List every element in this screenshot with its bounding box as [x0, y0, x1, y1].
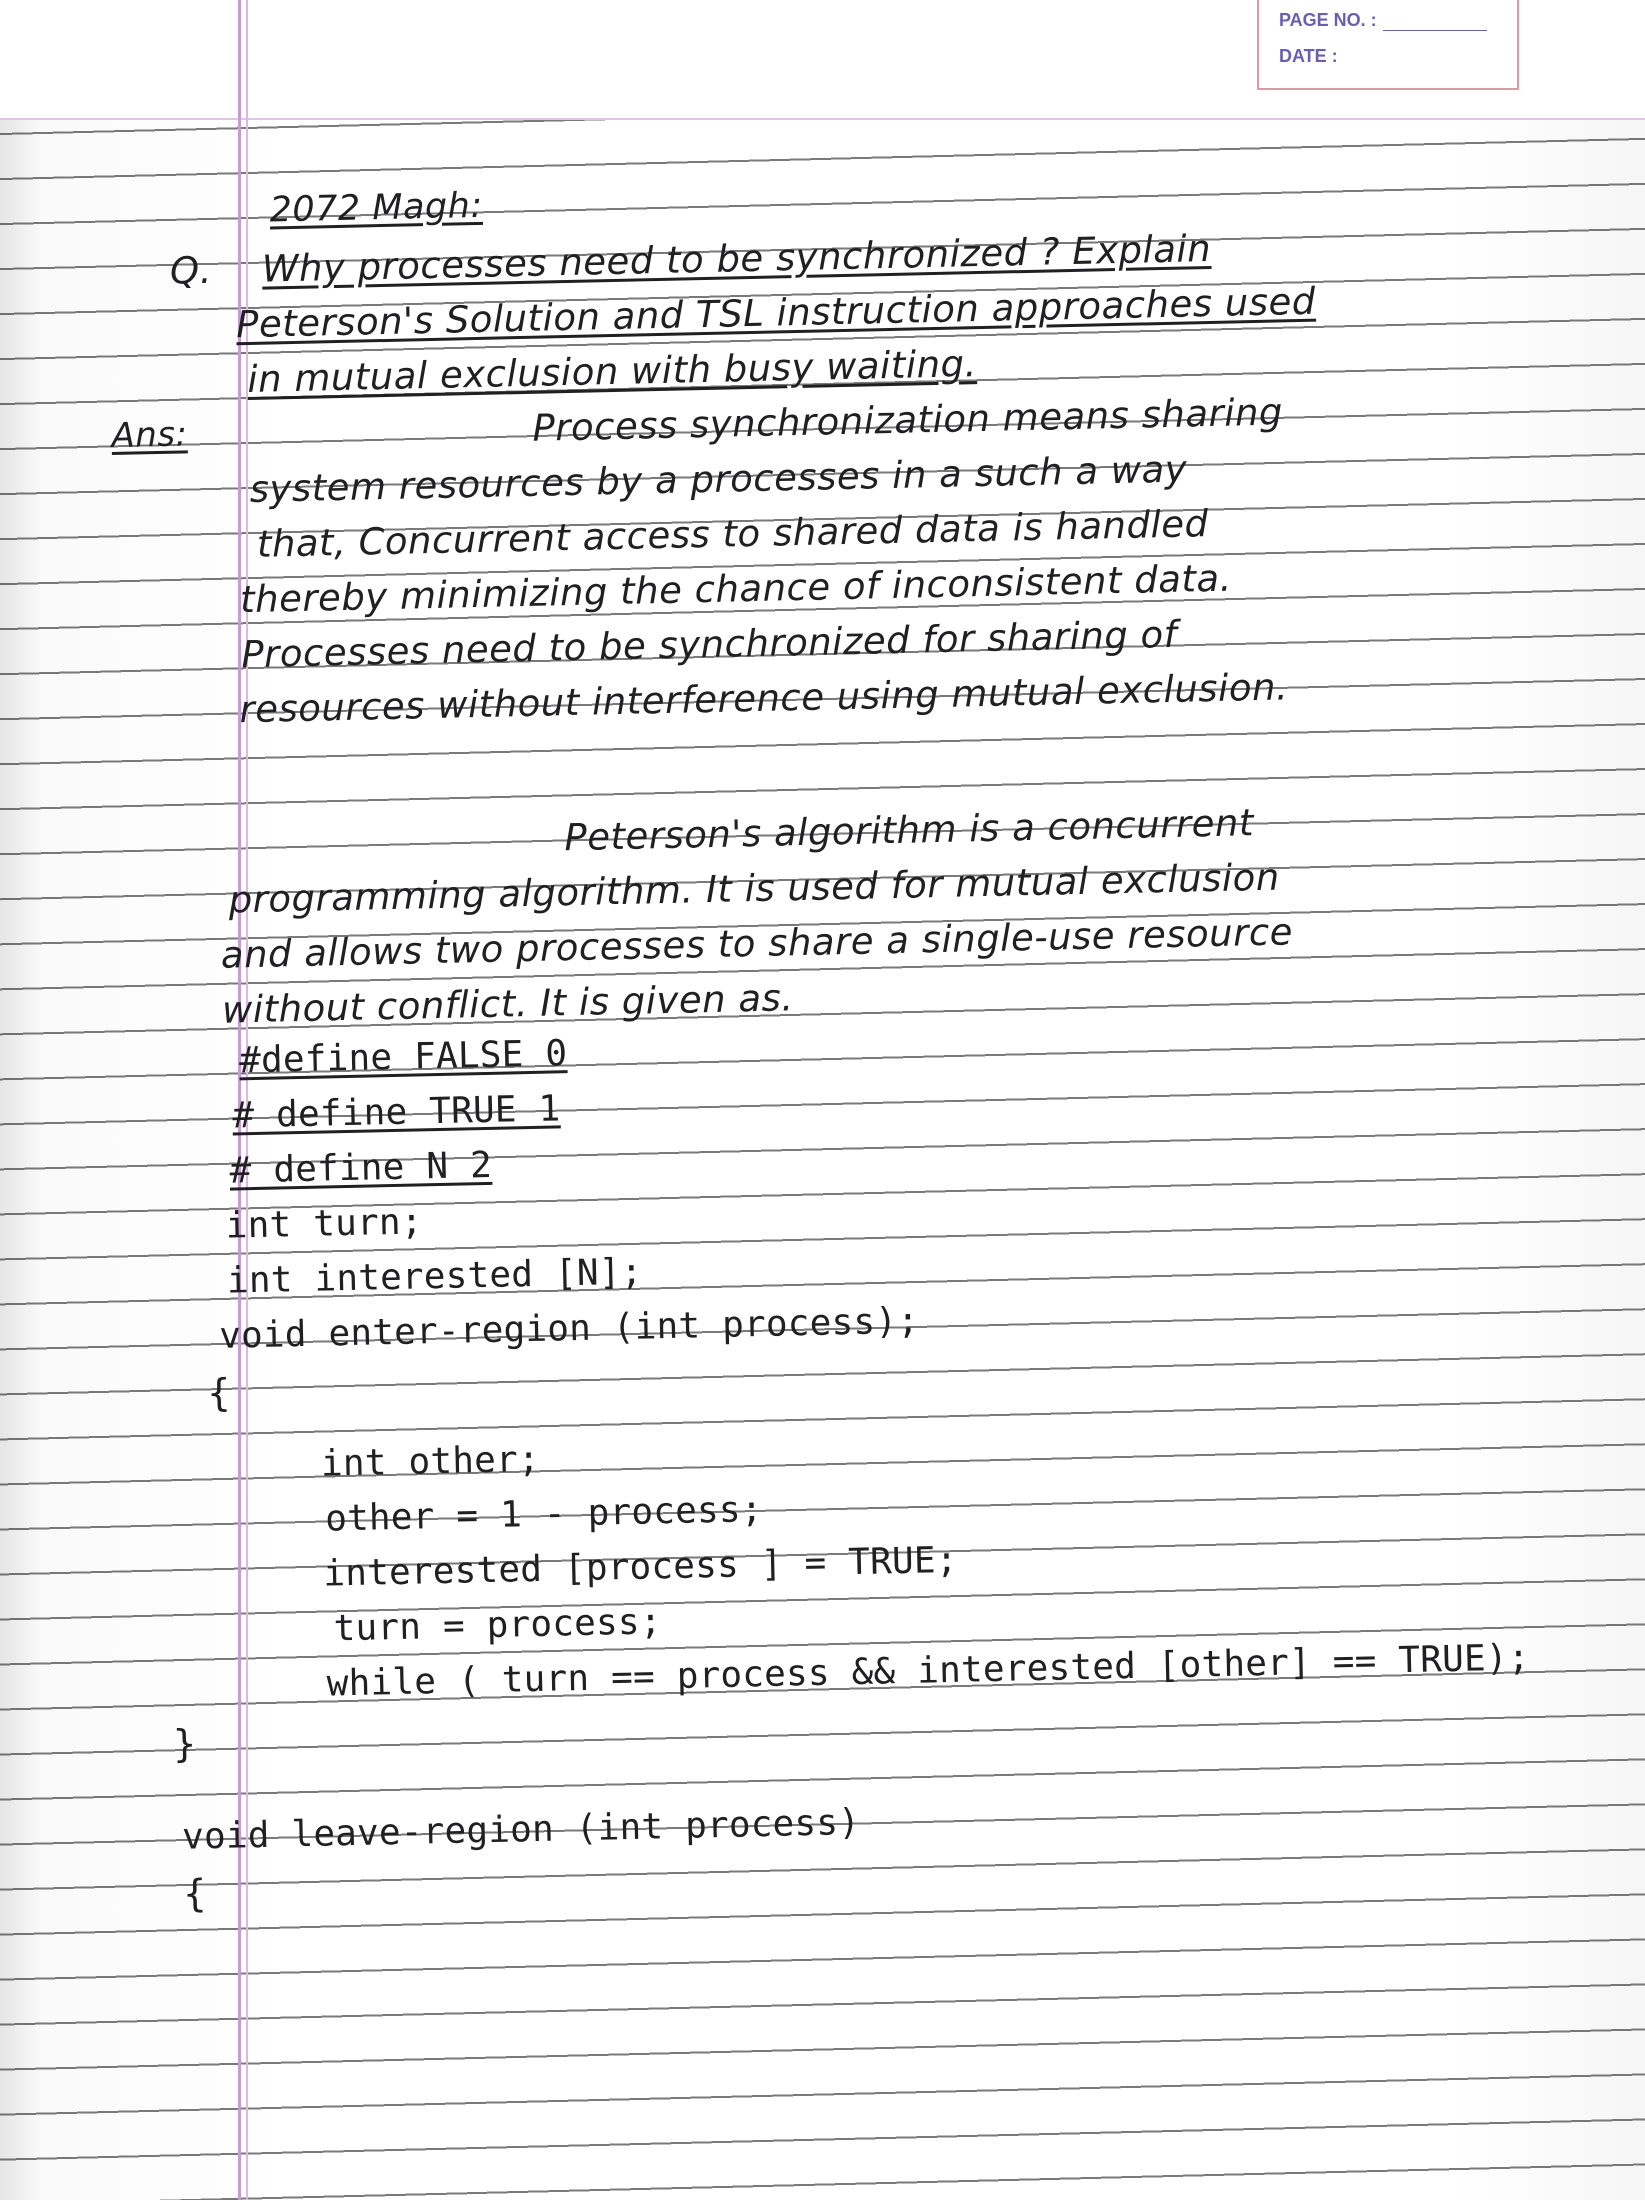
peterson-line-4: without conflict. It is given as. [221, 976, 794, 1032]
answer-line-2: system resources by a processes in a such a way [249, 447, 1188, 511]
code-line-6: void enter-region (int process); [218, 1300, 920, 1357]
page-number-label: PAGE NO. : [1279, 10, 1377, 30]
code-line-3: # define N 2 [229, 1144, 493, 1192]
code-line-1: #define FALSE 0 [238, 1033, 568, 1082]
code-line-2: # define TRUE 1 [231, 1088, 561, 1137]
peterson-line-3: and allows two processes to share a single-use resource [220, 910, 1294, 977]
answer-line-4: thereby minimizing the chance of inconsistent data. [239, 556, 1233, 622]
code-line-7: { [206, 1370, 231, 1416]
code-line-8: int other; [320, 1438, 541, 1485]
answer-line-1: Process synchronization means sharing [531, 390, 1284, 450]
answer-marker: Ans: [111, 414, 188, 456]
code-line-11: turn = process; [333, 1601, 663, 1650]
code-line-9: other = 1 - process; [324, 1489, 764, 1540]
code-line-14: void leave-region (int process) [181, 1801, 861, 1858]
question-line-2: Peterson's Solution and TSL instruction approaches used [235, 279, 1317, 347]
answer-line-5: Processes need to be synchronized for sharing of [240, 612, 1178, 677]
code-line-5: int interested [N]; [226, 1251, 643, 1302]
answer-line-6: resources without interference using mutual exclusion. [239, 665, 1289, 732]
peterson-line-1: Peterson's algorithm is a concurrent [563, 801, 1255, 860]
question-marker: Q. [169, 248, 213, 293]
date-label: DATE : [1279, 46, 1338, 66]
code-line-13: } [172, 1721, 197, 1766]
code-line-4: int turn; [225, 1201, 424, 1247]
question-line-3: in mutual exclusion with busy waiting. [246, 342, 978, 401]
question-line-1: Why processes need to be synchronized ? Explain [261, 226, 1212, 291]
note-heading: 2072 Magh: [269, 185, 484, 231]
code-line-12: while ( turn == process && interested [other] == TRUE); [326, 1637, 1531, 1705]
answer-line-3: that, Concurrent access to shared data is handled [256, 502, 1209, 566]
code-line-15: { [182, 1871, 207, 1916]
code-line-10: interested [process ] = TRUE; [322, 1539, 959, 1595]
peterson-line-2: programming algorithm. It is used for mutual exclusion [228, 855, 1281, 922]
